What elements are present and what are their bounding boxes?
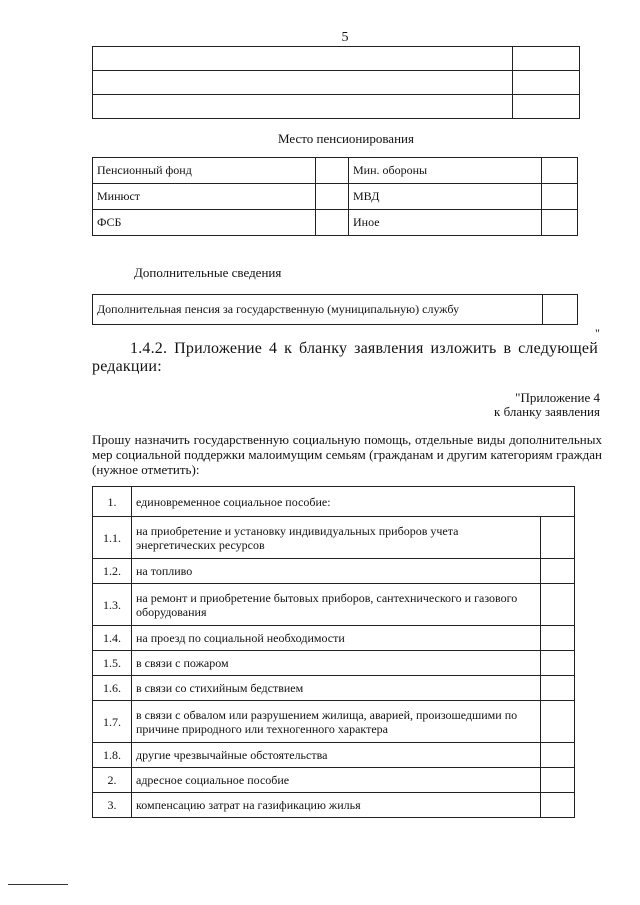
interior-ministry-label: МВД: [349, 184, 542, 210]
item-checkbox[interactable]: [541, 559, 575, 584]
additional-pension-checkbox[interactable]: [543, 295, 578, 325]
pension-fund-label: Пенсионный фонд: [93, 158, 316, 184]
item-checkbox[interactable]: [541, 626, 575, 651]
pension-place-caption: Место пенсионирования: [278, 131, 414, 146]
item-number: 1.5.: [93, 651, 132, 676]
item-number: 1.1.: [93, 517, 132, 559]
check-cell[interactable]: [513, 71, 580, 95]
table-row: [93, 701, 575, 743]
item-number: 1.4.: [93, 626, 132, 651]
table-row: [93, 517, 575, 559]
item-text: на проезд по социальной необходимости: [132, 626, 541, 651]
assistance-types-table: [92, 486, 575, 818]
item-checkbox[interactable]: [541, 651, 575, 676]
item-number: 1.6.: [93, 676, 132, 701]
justice-ministry-checkbox[interactable]: [316, 184, 349, 210]
defense-ministry-label: Мин. обороны: [349, 158, 542, 184]
item-checkbox[interactable]: [541, 517, 575, 559]
table-row: [93, 626, 575, 651]
table-row: [93, 559, 575, 584]
item-number: 3.: [93, 793, 132, 818]
item-number: 1.2.: [93, 559, 132, 584]
item-checkbox[interactable]: [541, 793, 575, 818]
table-row: [93, 768, 575, 793]
closing-quote: ": [595, 326, 600, 340]
blank-cell[interactable]: [93, 95, 513, 119]
item-text: адресное социальное пособие: [132, 768, 541, 793]
item-number: 1.3.: [93, 584, 132, 626]
item-text: в связи с обвалом или разрушением жилища, аварией, произошедшими по причине природного или техногенного характера: [132, 701, 541, 743]
other-label: Иное: [349, 210, 542, 236]
item-text: в связи с пожаром: [132, 651, 541, 676]
additional-info-caption: Дополнительные сведения: [134, 265, 282, 280]
item-number: 1.7.: [93, 701, 132, 743]
table-row: [93, 651, 575, 676]
item-number: 1.8.: [93, 743, 132, 768]
blank-cell[interactable]: [93, 71, 513, 95]
appendix-line1: "Приложение 4: [515, 390, 600, 405]
appendix-reference: [380, 391, 600, 419]
fsb-checkbox[interactable]: [316, 210, 349, 236]
blank-cell[interactable]: [93, 47, 513, 71]
amendment-text-content: 1.4.2. Приложение 4 к бланку заявления изложить в следующей редакции:: [92, 340, 598, 375]
table-row: [93, 743, 575, 768]
item-checkbox[interactable]: [541, 768, 575, 793]
item-checkbox[interactable]: [541, 676, 575, 701]
item-text: на топливо: [132, 559, 541, 584]
appendix-line2: к бланку заявления: [494, 404, 600, 419]
interior-ministry-checkbox[interactable]: [542, 184, 578, 210]
page-number: 5: [341, 30, 349, 45]
item-text: в связи со стихийным бедствием: [132, 676, 541, 701]
blank-continuation-table: [92, 46, 580, 119]
item-number: 2.: [93, 768, 132, 793]
item-number: 1.: [93, 487, 132, 517]
item-checkbox[interactable]: [541, 743, 575, 768]
pension-place-table: [92, 157, 578, 236]
item-checkbox[interactable]: [541, 584, 575, 626]
item-text: единовременное социальное пособие:: [132, 487, 575, 517]
footnote-divider: [8, 884, 68, 885]
check-cell[interactable]: [513, 47, 580, 71]
item-checkbox[interactable]: [541, 701, 575, 743]
table-row: [93, 793, 575, 818]
table-row: [93, 584, 575, 626]
defense-ministry-checkbox[interactable]: [542, 158, 578, 184]
table-row: [93, 676, 575, 701]
item-text: другие чрезвычайные обстоятельства: [132, 743, 541, 768]
additional-pension-label: Дополнительная пенсия за государственную (муниципальную) службу: [93, 295, 543, 325]
fsb-label: ФСБ: [93, 210, 316, 236]
check-cell[interactable]: [513, 95, 580, 119]
amendment-text: [92, 340, 598, 376]
justice-ministry-label: Минюст: [93, 184, 316, 210]
other-checkbox[interactable]: [542, 210, 578, 236]
table-row: [93, 487, 575, 517]
additional-info-table: [92, 294, 578, 325]
pension-fund-checkbox[interactable]: [316, 158, 349, 184]
item-text: на приобретение и установку индивидуальных приборов учета энергетических ресурсов: [132, 517, 541, 559]
item-text: компенсацию затрат на газификацию жилья: [132, 793, 541, 818]
intro-text: Прошу назначить государственную социальную помощь, отдельные виды дополнительных мер социальной поддержки малоимущим семьям (гражданам и другим категориям граждан (нужное отметить):: [92, 432, 602, 477]
item-text: на ремонт и приобретение бытовых приборов, сантехнического и газового оборудования: [132, 584, 541, 626]
